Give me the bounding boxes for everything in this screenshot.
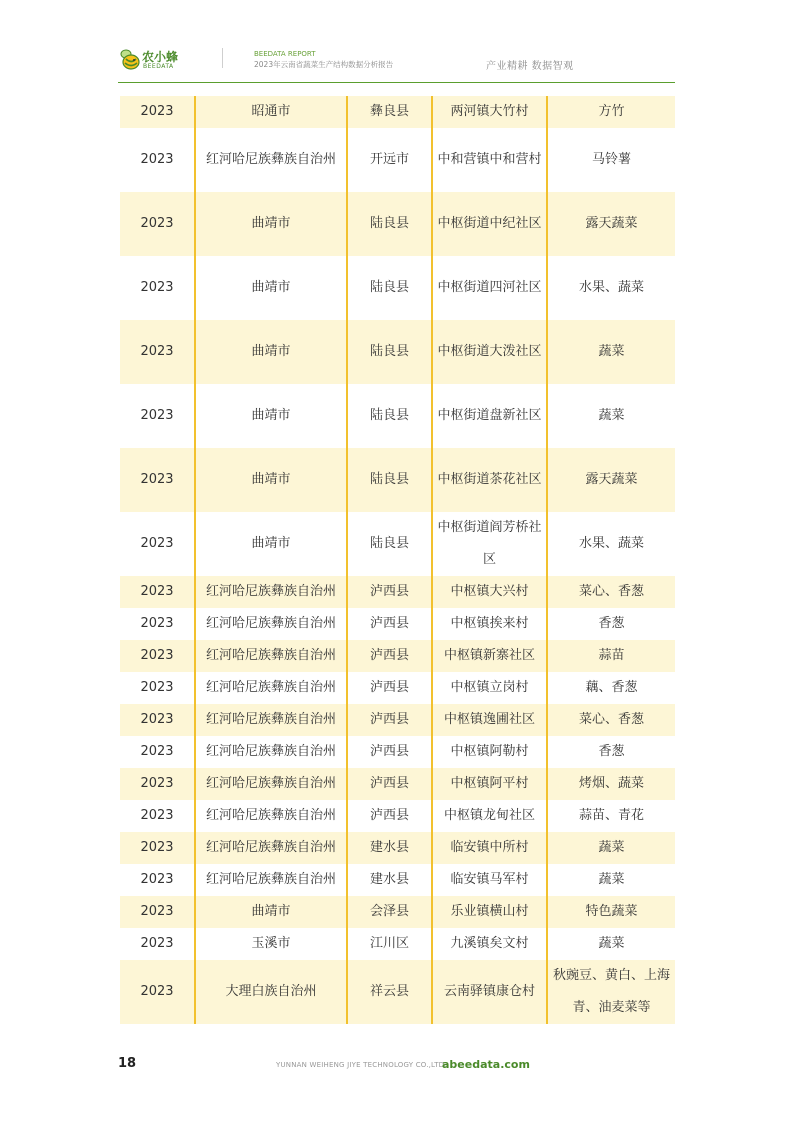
crop-cell: 露天蔬菜 bbox=[547, 448, 675, 512]
table-row bbox=[120, 928, 675, 960]
crop-cell: 藕、香葱 bbox=[547, 672, 675, 704]
county-cell: 祥云县 bbox=[347, 960, 432, 1024]
county-cell: 陆良县 bbox=[347, 384, 432, 448]
county-cell: 泸西县 bbox=[347, 800, 432, 832]
year-cell: 2023 bbox=[140, 936, 174, 951]
town-cell: 中枢镇阿平村 bbox=[432, 768, 547, 800]
crop-cell: 蔬菜 bbox=[547, 320, 675, 384]
city-cell: 红河哈尼族彝族自治州 bbox=[195, 864, 347, 896]
crop-cell: 蒜苗、青花 bbox=[547, 800, 675, 832]
table-row bbox=[120, 576, 675, 608]
header-divider bbox=[222, 48, 223, 68]
town-cell: 中枢镇逸圃社区 bbox=[432, 704, 547, 736]
year-cell: 2023 bbox=[120, 576, 195, 608]
county-cell: 陆良县 bbox=[347, 512, 432, 576]
year-cell: 2023 bbox=[140, 280, 174, 295]
brand-logo bbox=[118, 45, 178, 75]
county-cell: 彝良县 bbox=[347, 96, 432, 128]
header-slogan: 产业精耕 数据智观 bbox=[486, 61, 574, 72]
city-cell: 昭通市 bbox=[195, 96, 347, 128]
crop-cell: 露天蔬菜 bbox=[547, 192, 675, 256]
crop-cell: 香葱 bbox=[547, 736, 675, 768]
town-cell: 九溪镇矣文村 bbox=[432, 928, 547, 960]
city-cell: 红河哈尼族彝族自治州 bbox=[195, 832, 347, 864]
year-cell: 2023 bbox=[140, 616, 174, 631]
crop-cell: 水果、蔬菜 bbox=[547, 512, 675, 576]
city-cell: 红河哈尼族彝族自治州 bbox=[195, 608, 347, 640]
town-cell: 中枢镇新寨社区 bbox=[432, 640, 547, 672]
table-row bbox=[120, 832, 675, 864]
county-cell: 泸西县 bbox=[347, 704, 432, 736]
crop-cell: 水果、蔬菜 bbox=[547, 256, 675, 320]
city-cell: 曲靖市 bbox=[195, 192, 347, 256]
crop-cell: 蔬菜 bbox=[547, 864, 675, 896]
town-cell: 中枢街道中纪社区 bbox=[432, 192, 547, 256]
town-cell: 两河镇大竹村 bbox=[432, 96, 547, 128]
table-row bbox=[120, 384, 675, 448]
report-label: BEEDATA REPORT bbox=[254, 50, 316, 58]
year-cell: 2023 bbox=[120, 768, 195, 800]
year-cell: 2023 bbox=[120, 960, 195, 1024]
year-cell: 2023 bbox=[140, 536, 174, 551]
county-cell: 江川区 bbox=[347, 928, 432, 960]
city-cell: 曲靖市 bbox=[195, 512, 347, 576]
vegetable-base-table bbox=[120, 96, 675, 1024]
year-cell: 2023 bbox=[120, 832, 195, 864]
county-cell: 陆良县 bbox=[347, 448, 432, 512]
table-row bbox=[120, 672, 675, 704]
town-cell: 中枢镇挨来村 bbox=[432, 608, 547, 640]
table-row bbox=[120, 736, 675, 768]
bee-logo-icon bbox=[118, 47, 142, 71]
year-cell: 2023 bbox=[120, 320, 195, 384]
table-row bbox=[120, 960, 675, 1024]
city-cell: 曲靖市 bbox=[195, 448, 347, 512]
year-cell: 2023 bbox=[140, 744, 174, 759]
table-row bbox=[120, 448, 675, 512]
table-row bbox=[120, 896, 675, 928]
brand-name-en: BEEDATA bbox=[143, 63, 174, 70]
table-row bbox=[120, 800, 675, 832]
crop-cell: 烤烟、蔬菜 bbox=[547, 768, 675, 800]
report-title: 2023年云南省蔬菜生产结构数据分析报告 bbox=[254, 60, 394, 69]
table-row bbox=[120, 192, 675, 256]
table-row bbox=[120, 704, 675, 736]
city-cell: 红河哈尼族彝族自治州 bbox=[195, 704, 347, 736]
year-cell: 2023 bbox=[140, 408, 174, 423]
table-row bbox=[120, 768, 675, 800]
city-cell: 曲靖市 bbox=[195, 896, 347, 928]
city-cell: 曲靖市 bbox=[195, 320, 347, 384]
website-link[interactable]: abeedata.com bbox=[442, 1058, 530, 1071]
crop-cell: 方竹 bbox=[547, 96, 675, 128]
town-cell: 中枢镇阿勒村 bbox=[432, 736, 547, 768]
year-cell: 2023 bbox=[140, 680, 174, 695]
city-cell: 大理白族自治州 bbox=[195, 960, 347, 1024]
crop-cell: 香葱 bbox=[547, 608, 675, 640]
city-cell: 红河哈尼族彝族自治州 bbox=[195, 800, 347, 832]
town-cell: 云南驿镇康仓村 bbox=[432, 960, 547, 1024]
town-cell: 中枢镇立岗村 bbox=[432, 672, 547, 704]
table-row bbox=[120, 96, 675, 128]
town-cell: 临安镇中所村 bbox=[432, 832, 547, 864]
town-cell: 中枢街道盘新社区 bbox=[432, 384, 547, 448]
town-cell: 乐业镇横山村 bbox=[432, 896, 547, 928]
header-rule bbox=[118, 82, 675, 83]
brand-name-cn: 农小蜂 bbox=[142, 50, 179, 64]
city-cell: 曲靖市 bbox=[195, 384, 347, 448]
county-cell: 建水县 bbox=[347, 864, 432, 896]
table-row bbox=[120, 128, 675, 192]
year-cell: 2023 bbox=[120, 96, 195, 128]
crop-cell: 蔬菜 bbox=[547, 928, 675, 960]
year-cell: 2023 bbox=[140, 152, 174, 167]
page-number: 18 bbox=[118, 1056, 137, 1071]
company-name: YUNNAN WEIHENG JIYE TECHNOLOGY CO.,LTD. bbox=[276, 1061, 447, 1069]
county-cell: 陆良县 bbox=[347, 256, 432, 320]
city-cell: 红河哈尼族彝族自治州 bbox=[195, 672, 347, 704]
county-cell: 陆良县 bbox=[347, 192, 432, 256]
town-cell: 中枢镇龙甸社区 bbox=[432, 800, 547, 832]
year-cell: 2023 bbox=[120, 448, 195, 512]
year-cell: 2023 bbox=[140, 808, 174, 823]
county-cell: 泸西县 bbox=[347, 576, 432, 608]
county-cell: 会泽县 bbox=[347, 896, 432, 928]
city-cell: 红河哈尼族彝族自治州 bbox=[195, 576, 347, 608]
town-cell: 中枢街道阎芳桥社区 bbox=[432, 512, 547, 576]
crop-cell: 蔬菜 bbox=[547, 832, 675, 864]
crop-cell: 蒜苗 bbox=[547, 640, 675, 672]
table-row bbox=[120, 640, 675, 672]
crop-cell: 秋豌豆、黄白、上海青、油麦菜等 bbox=[547, 960, 675, 1024]
town-cell: 临安镇马军村 bbox=[432, 864, 547, 896]
year-cell: 2023 bbox=[120, 640, 195, 672]
crop-cell: 蔬菜 bbox=[547, 384, 675, 448]
town-cell: 中枢镇大兴村 bbox=[432, 576, 547, 608]
city-cell: 红河哈尼族彝族自治州 bbox=[195, 768, 347, 800]
county-cell: 泸西县 bbox=[347, 608, 432, 640]
town-cell: 中枢街道茶花社区 bbox=[432, 448, 547, 512]
year-cell: 2023 bbox=[120, 704, 195, 736]
county-cell: 泸西县 bbox=[347, 736, 432, 768]
town-cell: 中和营镇中和营村 bbox=[432, 128, 547, 192]
county-cell: 泸西县 bbox=[347, 672, 432, 704]
year-cell: 2023 bbox=[120, 192, 195, 256]
county-cell: 泸西县 bbox=[347, 768, 432, 800]
year-cell: 2023 bbox=[120, 896, 195, 928]
city-cell: 曲靖市 bbox=[195, 256, 347, 320]
crop-cell: 菜心、香葱 bbox=[547, 576, 675, 608]
city-cell: 红河哈尼族彝族自治州 bbox=[195, 128, 347, 192]
city-cell: 红河哈尼族彝族自治州 bbox=[195, 736, 347, 768]
table-row bbox=[120, 256, 675, 320]
city-cell: 玉溪市 bbox=[195, 928, 347, 960]
table-row bbox=[120, 320, 675, 384]
year-cell: 2023 bbox=[140, 872, 174, 887]
table-row bbox=[120, 608, 675, 640]
county-cell: 开远市 bbox=[347, 128, 432, 192]
crop-cell: 马铃薯 bbox=[547, 128, 675, 192]
page-header bbox=[0, 0, 793, 84]
town-cell: 中枢街道四河社区 bbox=[432, 256, 547, 320]
county-cell: 建水县 bbox=[347, 832, 432, 864]
county-cell: 陆良县 bbox=[347, 320, 432, 384]
crop-cell: 特色蔬菜 bbox=[547, 896, 675, 928]
city-cell: 红河哈尼族彝族自治州 bbox=[195, 640, 347, 672]
town-cell: 中枢街道大泼社区 bbox=[432, 320, 547, 384]
county-cell: 泸西县 bbox=[347, 640, 432, 672]
table-row bbox=[120, 512, 675, 576]
table-row bbox=[120, 864, 675, 896]
crop-cell: 菜心、香葱 bbox=[547, 704, 675, 736]
